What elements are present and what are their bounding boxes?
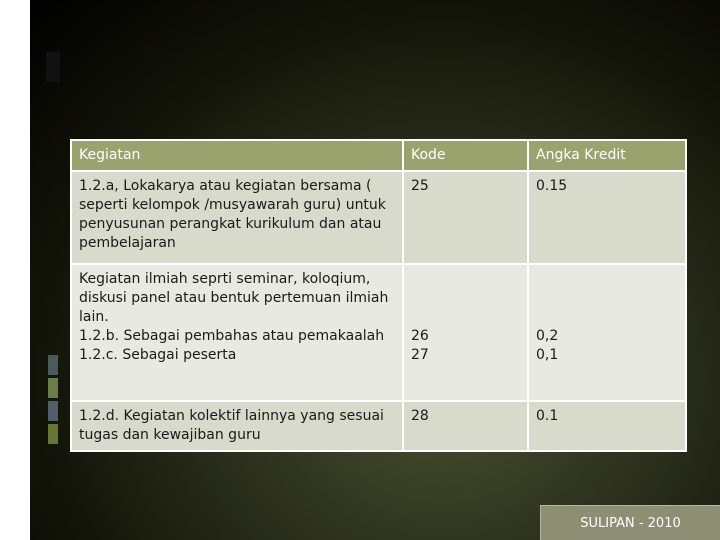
- angka-kredit-value: 0.15: [536, 178, 568, 194]
- credit-table: [70, 139, 687, 452]
- kode-value: 25: [411, 178, 429, 194]
- table-row: [71, 264, 686, 401]
- header-kode: Kode: [403, 140, 528, 171]
- kode-value: 27: [411, 347, 429, 363]
- kode-cell: [403, 264, 528, 401]
- kegiatan-line: seperti kelompok /musyawarah guru) untuk: [79, 197, 386, 213]
- kegiatan-cell: [71, 171, 403, 264]
- kegiatan-line: 1.2.b. Sebagai pembahas atau pemakaalah: [79, 328, 385, 344]
- kode-value: 28: [411, 408, 429, 424]
- header-kegiatan: Kegiatan: [71, 140, 403, 171]
- kode-line: [411, 270, 520, 289]
- angka-kredit-value: 0,1: [536, 347, 559, 363]
- accent-square-2: [48, 378, 58, 398]
- angka-line: [536, 270, 678, 289]
- kegiatan-line: lain.: [79, 309, 109, 325]
- footer-label: SULIPAN - 2010: [540, 505, 720, 540]
- accent-square-4: [48, 424, 58, 444]
- table-header-row: [71, 140, 686, 171]
- kode-cell: [403, 401, 528, 451]
- accent-square-3: [48, 401, 58, 421]
- angka-kredit-cell: [528, 401, 686, 451]
- table-row: [71, 401, 686, 451]
- kegiatan-line: 1.2.c. Sebagai peserta: [79, 347, 237, 363]
- kode-cell: [403, 171, 528, 264]
- angka-kredit-cell: [528, 171, 686, 264]
- accent-square-1: [48, 355, 58, 375]
- angka-line: [536, 308, 678, 327]
- kegiatan-line: 1.2.a, Lokakarya atau kegiatan bersama (: [79, 178, 372, 194]
- kegiatan-line: penyusunan perangkat kurikulum dan atau: [79, 216, 382, 232]
- kegiatan-line: diskusi panel atau bentuk pertemuan ilmiah: [79, 290, 389, 306]
- angka-line: [536, 289, 678, 308]
- kode-line: [411, 289, 520, 308]
- kegiatan-line: Kegiatan ilmiah seprti seminar, koloqium,: [79, 271, 371, 287]
- accent-block-top: [46, 52, 60, 82]
- kode-value: 26: [411, 328, 429, 344]
- angka-kredit-cell: [528, 264, 686, 401]
- left-gutter: [0, 0, 30, 540]
- header-angka-kredit: Angka Kredit: [528, 140, 686, 171]
- kegiatan-line: tugas dan kewajiban guru: [79, 427, 261, 443]
- kegiatan-line: 1.2.d. Kegiatan kolektif lainnya yang sesuai: [79, 408, 384, 424]
- kegiatan-line: pembelajaran: [79, 235, 176, 251]
- angka-kredit-value: 0.1: [536, 408, 559, 424]
- kode-line: [411, 308, 520, 327]
- angka-kredit-value: 0,2: [536, 328, 559, 344]
- table-row: [71, 171, 686, 264]
- kegiatan-cell: [71, 401, 403, 451]
- kegiatan-cell: [71, 264, 403, 401]
